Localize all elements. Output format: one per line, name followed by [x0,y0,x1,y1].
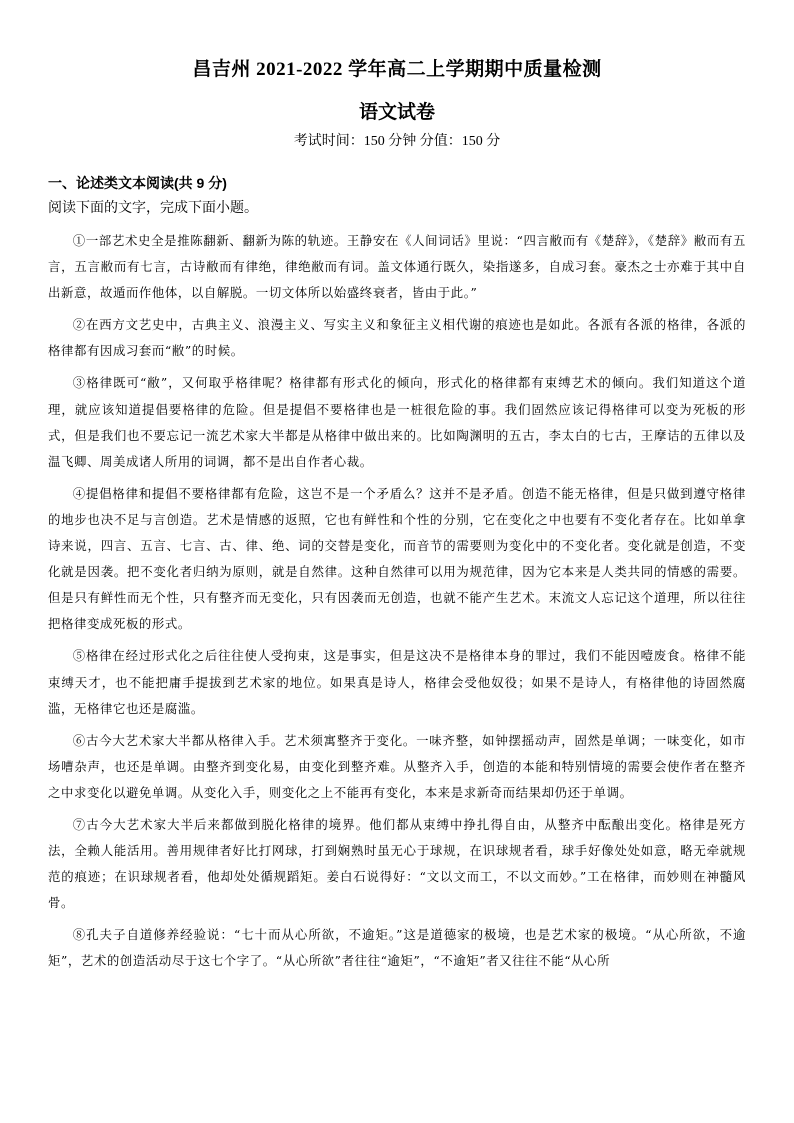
reading-passage [48,228,746,981]
section-instruction: 阅读下面的文字，完成下面小题。 [48,201,258,216]
paragraph-4: ④提倡格律和提倡不要格律都有危险，这岂不是一个矛盾么？这并不是矛盾。创造不能无格律，但是只做到遵守格律的地步也决不足与言创造。艺术是情感的返照，它也有鲜性和个性的分别，它在变化之中也要有不变化者存在。比如单拿诗来说，四言、五言、七言、古、律、绝、词的交替是变化，而音节的需要则为变化中的不变化者。变化就是创造，不变化就是因袭。把不变化者归纳为原则，就是自然律。这种自然律可以用为规范律，因为它本来是人类共同的情感的需要。但是只有鲜性而无个性，只有整齐而无变化，只有因袭而无创造，也就不能产生艺术。末流文人忘记这个道理，所以往往把格律变成死板的形式。 [48,485,746,632]
paragraph-6: ⑥古今大艺术家大半都从格律入手。艺术须寓整齐于变化。一味齐整，如钟摆摇动声，固然是单调；一味变化，如市场嘈杂声，也还是单调。由整齐到变化易，由变化到整齐难。从整齐入手，创造的本能和特别情境的需要会使作者在整齐之中求变化以避免单调。从变化入手，则变化之上不能再有变化，本来是求新奇而结果却仍还于单调。 [48,732,746,800]
paragraph-2: ②在西方文艺史中，古典主义、浪漫主义、写实主义和象征主义相代谢的痕迹也是如此。各派有各派的格律，各派的格律都有因成习套而“敝”的时候。 [48,317,746,359]
paragraph-3: ③格律既可“敝”，又何取乎格律呢？格律都有形式化的倾向，形式化的格律都有束缚艺术的倾向。我们知道这个道理，就应该知道提倡要格律的危险。但是提倡不要格律也是一桩很危险的事。我们固然应该记得格律可以变为死板的形式，但是我们也不要忘记一流艺术家大半都是从格律中做出来的。比如陶渊明的五古，李太白的七古，王摩诘的五律以及温飞卿、周美成诸人所用的词调，都不是出自作者心裁。 [48,375,746,469]
paragraph-1: ①一部艺术史全是推陈翻新、翻新为陈的轨迹。王静安在《人间词话》里说：“四言敝而有《楚辞》，《楚辞》敝而有五言，五言敝而有七言，古诗敝而有律绝，律绝敝而有词。盖文体通行既久，染指遂多，自成习套。豪杰之士亦难于其中自出新意，故遁而作他体，以自解脱。一切文体所以始盛终衰者，皆由于此。” [48,233,746,301]
section-heading: 一、论述类文本阅读(共 9 分) [48,175,227,191]
paragraph-8: ⑧孔夫子自道修养经验说：“七十而从心所欲，不逾矩。”这是道德家的极境，也是艺术家的极境。“从心所欲，不逾矩”，艺术的创造活动尽于这七个字了。“从心所欲”者往往“逾矩”，“不逾矩”者又往往不能“从心所 [48,927,746,969]
exam-title: 昌吉州 2021-2022 学年高二上学期期中质量检测 [192,59,602,80]
exam-subtitle: 语文试卷 [358,102,435,123]
paragraph-5: ⑤格律在经过形式化之后往往使人受拘束，这是事实，但是这决不是格律本身的罪过，我们不能因噎废食。格律不能束缚天才，也不能把庸手提拔到艺术家的地位。如果真是诗人，格律会受他奴役；如果不是诗人，有格律他的诗固然腐滥，无格律它也还是腐滥。 [48,648,746,716]
paragraph-7: ⑦古今大艺术家大半后来都做到脱化格律的境界。他们都从束缚中挣扎得自由，从整齐中酝酿出变化。格律是死方法，全赖人能活用。善用规律者好比打网球，打到娴熟时虽无心于球规，在识球规者看，球手好像处处如意，略无牵就规范的痕迹；在识球规者看，他却处处循规蹈矩。姜白石说得好：“文以文而工，不以文而妙。”工在格律，而妙则在神髓风骨。 [48,816,746,911]
exam-meta: 考试时间：150 分钟 分值：150 分 [293,134,501,149]
